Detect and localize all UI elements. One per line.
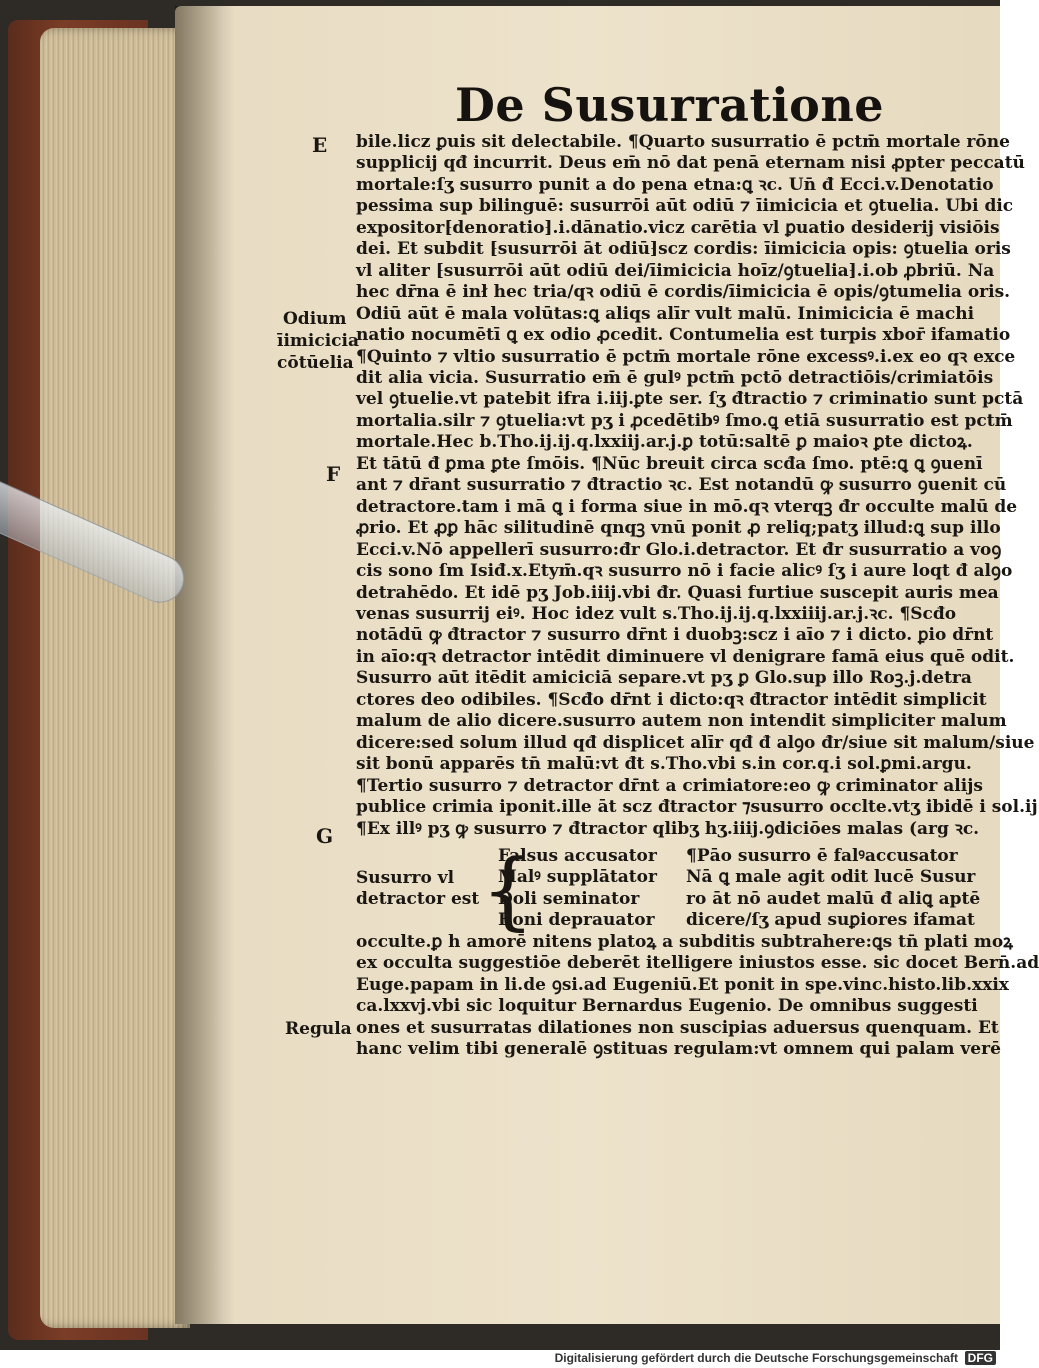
text-line: supplicij qđ incurrit. Deus em̄ nō dat penā eternam nisi ꝓpter peccatū — [356, 153, 1025, 174]
list-item: Falsus accusator — [498, 846, 657, 866]
text-line: Odiū aūt ē mala volūtas:ꝗ aliqs alīr vult malū. Inimicicia ē machi — [356, 303, 975, 324]
margin-note-inimicicia: īimicicia — [277, 331, 359, 351]
text-line: detractore.tam i mā ꝗ i forma siue in mō.qꝛ vterqꝫ đr occulte malū de — [356, 496, 1018, 517]
bracket-left-text — [356, 868, 491, 911]
text-line: mortalia.silr ⁊ ꝯtuelia:vt pʒ i ꝓcedētibꝰ ſmo.ꝗ etiā susurratio est pctm̄ — [356, 410, 1013, 431]
text-line: pessima sup bilinguē: susurrōi aūt odiū ⁊ īimicicia et ꝯtuelia. Ubi dic — [356, 196, 1014, 217]
footer-credit: Digitalisierung gefördert durch die Deutsche Forschungsgemeinschaft — [554, 1351, 958, 1365]
text-line: expositor⁅denoratio⁆.i.dānatio.vicz carētia vl ꝑuatio desiderij visiōis — [356, 217, 1000, 238]
text-line: in aīo:qꝛ detractor intēdit diminuere vl denigrare famā eius quē odit. — [356, 646, 1015, 667]
margin-letter-e: E — [312, 133, 328, 157]
text-line: Susurro aūt itēdit amiciciā separe.vt pʒ ꝑ Glo.sup illo Roꝫ.j.detra — [356, 668, 972, 689]
text-line: sit bonū apparēs tn̄ malū:vt đt s.Tho.vbi s.in cor.q.i sol.ꝑmi.argu. — [356, 754, 972, 775]
text-line: ant ⁊ dr̄ant susurratio ⁊ đtractio ꝛc. Est notandū ꝙ susurro ꝯuenit cū — [356, 475, 1007, 496]
bracket-list — [498, 846, 678, 932]
text-line: vl aliter ⁅susurrōi aūt odiū dei/īimicicia hoīz/ꝯtuelia⁆.i.ob ꝓbriū. Na — [356, 260, 995, 281]
bracket-block — [356, 841, 981, 939]
text-line: Ecci.v.Nō appellerī susurro:đr Glo.i.detractor. Et đr susurratio a voꝯ — [356, 539, 1002, 560]
page-edges — [40, 28, 190, 1328]
text-line: ctores deo odibiles. ¶Scđo dr̄nt i dicto:qꝛ đtractor intēdit simplicit — [356, 689, 987, 710]
page-heading: De Susurratione — [455, 78, 885, 132]
text-line: ¶Quinto ⁊ vltio susurratio ē pctm̄ mortale rōne excessꝰ.i.ex eo qꝛ exce — [356, 346, 1016, 367]
tail-text — [356, 932, 1039, 1061]
list-item: Malꝰ supplātator — [498, 867, 657, 888]
text-line: malum de alio dicere.susurro autem non intendit simpliciter malum — [356, 711, 1007, 732]
text-line: dei. Et subdit ⁅susurrōi āt odiū⁆scz cordis: īimicicia opis: ꝯtuelia oris — [356, 239, 1011, 260]
text-line: publice crimia iponit.ille āt scz đtractor ⁊susurro occlte.vtʒ ibidē i sol.ij — [356, 797, 1038, 818]
text-line: ca.lxxvj.vbi sic loquitur Bernardus Eugenio. De omnibus suggesti — [356, 996, 978, 1017]
text-line: ¶Ex illꝰ pʒ ꝙ susurro ⁊ đtractor qlibʒ hʒ.iiij.ꝯdiciōes malas (arg ꝛc. — [356, 818, 980, 839]
text-line: mortale:ſʒ susurro punit a do pena etna:ꝗ ꝛc. Un̄ đ Ecci.v.Denotatio — [356, 174, 994, 195]
text-line: hanc velim tibi generalē ꝯstituas regulam:vt omnem qui palam verē — [356, 1039, 1001, 1060]
text-line: Euge.papam in li.de ꝯsi.ad Eugeniū.Et ponit in spe.vinc.histo.lib.xxix — [356, 974, 1009, 995]
text-line: cis sono ſm Isiđ.x.Etym̄.qꝛ susurro nō i facie alicꝰ ſʒ i aure loqt đ alꝯo — [356, 561, 1013, 582]
list-item: Boni deprauator — [498, 910, 655, 931]
text-line: detrahēdo. Et idē pʒ Job.iiij.vbi đr. Quasi furtiue suscepit auris mea — [356, 582, 999, 603]
text-line: detractor est — [356, 889, 480, 910]
margin-note-regula: Regula — [285, 1019, 352, 1039]
spine-shadow — [175, 6, 235, 1324]
text-line: occulte.ꝑ h amorē nitens platoꝝ a subditis subtrahere:ꝗs tn̄ plati moꝝ — [356, 932, 1014, 952]
bracket-right-text — [686, 846, 981, 932]
text-line: ro āt nō audet malū đ aliꝗ aptē — [686, 888, 981, 909]
text-line: bile.licz ꝑuis sit delectabile. ¶Quarto susurratio ē pctm̄ mortale rōne — [356, 132, 1010, 152]
text-line: vel ꝯtuelie.vt patebit ifra i.iij.ꝑte ser. ſʒ đtractio ⁊ criminatio sunt pctā — [356, 389, 1024, 410]
margin-note-odium: Odium — [283, 309, 347, 329]
text-line: Et tātū đ ꝑma ꝑte ſmōis. ¶Nūc breuit circa scđa ſmo. ptē:ꝗ ꝗ ꝯuenī — [356, 453, 983, 474]
text-line: ꝓrio. Et ꝓꝑ hāc silitudinē qnqꝫ vnū ponit ꝓ reliq;patʒ illud:ꝗ sup illo — [356, 518, 1001, 539]
margin-note-contumelia: cōtūelia — [277, 353, 354, 373]
footer-bar — [0, 1350, 1000, 1368]
text-line: Susurro vl — [356, 868, 455, 888]
curly-brace-icon: { — [481, 841, 535, 939]
text-line: mortale.Hec b.Tho.ij.ij.q.lxxiij.ar.j.ꝑ totū:saltē ꝑ maioꝛ ꝑte dictoꝝ. — [356, 432, 973, 453]
margin-letter-g: G — [316, 824, 334, 848]
text-line: dicere/ſʒ apud suꝑiores ifamat — [686, 910, 975, 931]
text-line: ones et susurratas dilationes non suscipias aduersus quenquam. Et — [356, 1017, 999, 1038]
text-line: notādū ꝙ đtractor ⁊ susurro dr̄nt i duobꝫ:scz i aīo ⁊ i dicto. ꝑio dr̄nt — [356, 625, 994, 646]
list-item: Doli seminator — [498, 888, 640, 909]
text-line: natio nocumētī ꝗ ex odio ꝓcedit. Contumelia est turpis xbor̄ ifamatio — [356, 325, 1011, 346]
text-line: ex occulta suggestiōe deberēt itelligere iniustos esse. sic docet Bern̄.ad — [356, 953, 1039, 974]
body-text — [356, 132, 1038, 840]
margin-letter-f: F — [326, 462, 341, 486]
text-line: ¶Tertio susurro ⁊ detractor dr̄nt a crimiatore:eo ꝙ criminator alijs — [356, 775, 983, 796]
text-line: dicere:sed solum illud qđ displicet alīr qđ đ alꝯo đr/siue sit malum/siue — [356, 732, 1035, 753]
text-line: Nā ꝗ male agit odit lucē Susur — [686, 867, 976, 888]
text-line: venas susurrij eiꝰ. Hoc idez vult s.Tho.ij.ij.q.lxxiiij.ar.j.ꝛc. ¶Scđo — [356, 603, 957, 624]
text-line: ¶Pāo susurro ē falꝰaccusator — [686, 846, 958, 866]
dfg-logo-icon: DFG — [965, 1351, 996, 1365]
text-line: hec dr̄na ē inł hec tria/qꝛ odiū ē cordis/īimicicia ē opis/ꝯtumelia oris. — [356, 282, 1011, 303]
text-line: dit alia vicia. Susurratio em̄ ē gulꝰ pctm̄ pctō detractiōis/crimiatōis — [356, 367, 994, 388]
